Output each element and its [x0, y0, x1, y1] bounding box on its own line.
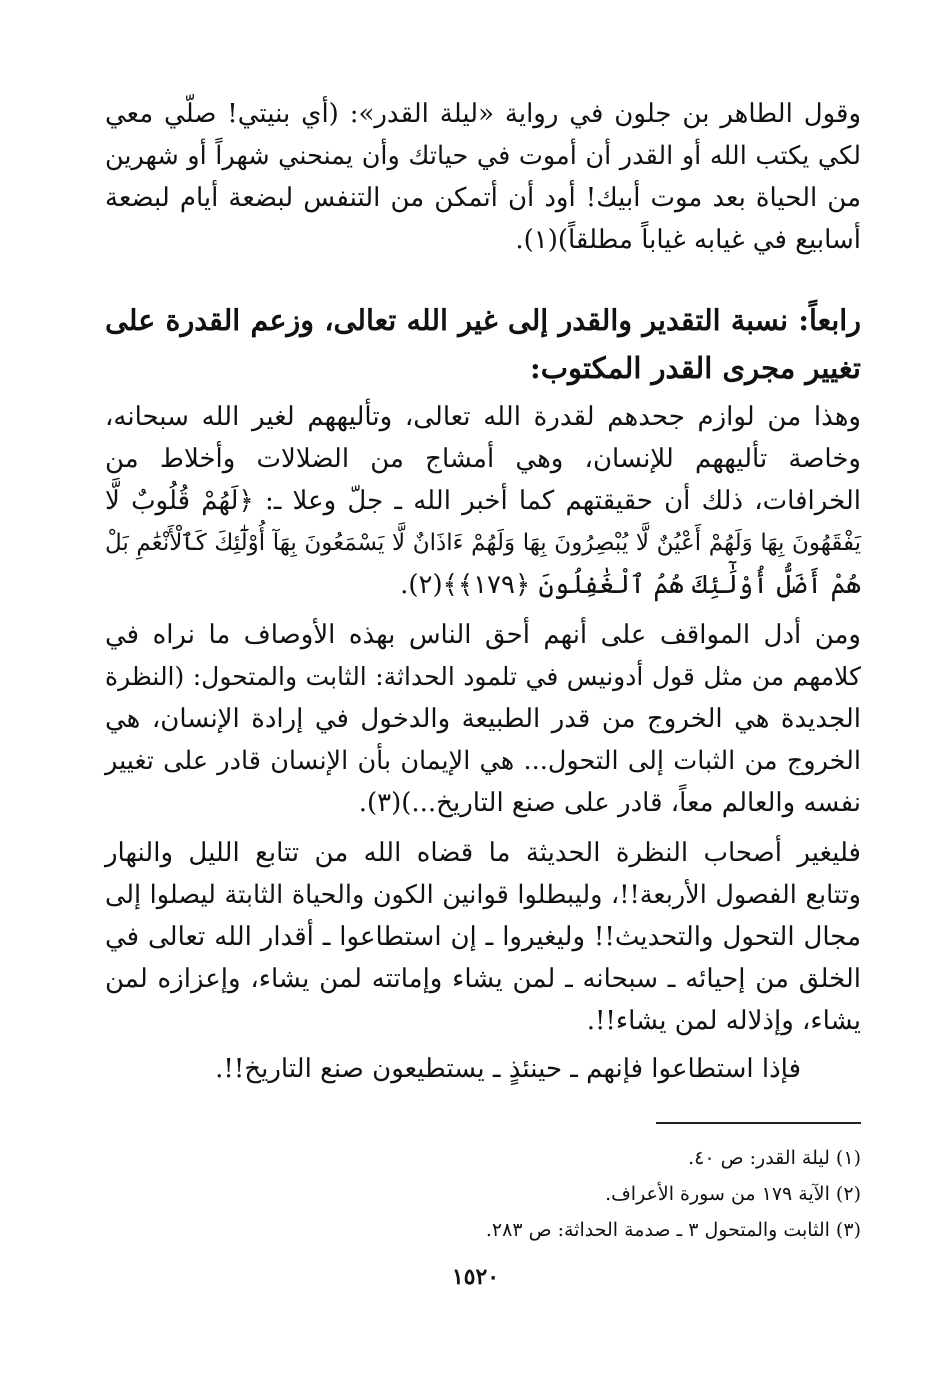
paragraph-challenge	[105, 832, 861, 1042]
text-line: لكي يكتب الله أو القدر أن أموت في حياتك وأن يمنحني شهراً أو شهرين	[105, 141, 861, 171]
text-line: من الحياة بعد موت أبيك! أود أن أتمكن من التنفس لبضعة أيام لبضعة	[105, 183, 861, 213]
text-line: مجال التحول والتحديث!! وليغيروا ـ إن استطاعوا ـ أقدار الله تعالى في	[105, 922, 861, 952]
text-line: الخرافات، ذلك أن حقيقتهم كما أخبر الله ـ جلّ وعلا ـ: ﴿لَهُمْ قُلُوبٌ لَّا	[105, 486, 861, 516]
text-line: يشاء، وإذلاله لمن يشاء!!.	[586, 1006, 861, 1036]
paragraph-quran-verse	[105, 396, 861, 606]
text-line: فإذا استطاعوا فإنهم ـ حينئذٍ ـ يستطيعون صنع التاريخ!!.	[215, 1054, 801, 1084]
footnote-2: (٢) الآية ١٧٩ من سورة الأعراف.	[605, 1183, 861, 1205]
footnote-separator	[656, 1122, 861, 1124]
text-line: الخلق من إحيائه ـ سبحانه ـ لمن يشاء وإماتته لمن يشاء، وإعزازه لمن	[105, 964, 861, 994]
heading-line: رابعاً: نسبة التقدير والقدر إلى غير الله تعالى، وزعم القدرة على	[105, 303, 861, 337]
paragraph-adonis	[105, 614, 861, 824]
text-line: كلامهم من مثل قول أدونيس في تلمود الحداثة: الثابت والمتحول: (النظرة	[105, 662, 861, 691]
heading-line: تغيير مجرى القدر المكتوب:	[529, 351, 861, 385]
text-line: وتتابع الفصول الأربعة!!، وليبطلوا قوانين الكون والحياة الثابتة ليصلوا إلى	[105, 880, 861, 910]
text-line: هُمْ أَضَلُّ أُوْلَٰٓئِكَ هُمُ ٱلْغَٰفِلُونَ ﴿١٧٩﴾﴾(٢).	[400, 570, 861, 600]
text-line: يَفْقَهُونَ بِهَا وَلَهُمْ أَعْيُنٌ لَّا يُبْصِرُونَ بِهَا وَلَهُمْ ءَاذَانٌ لَّا يَسْمَعُونَ بِهَآ أُوْلَٰٓئِكَ كَٱلْأَنْعَٰمِ بَلْ	[105, 530, 861, 556]
text-line: الجديدة هي الخروج من قدر الطبيعة والدخول في إرادة الإنسان، هي	[105, 704, 861, 734]
text-line: الخروج من الثبات إلى التحول... هي الإيمان بأن الإنسان قادر على تغيير	[105, 746, 861, 776]
paragraph-conclusion	[105, 1048, 861, 1090]
text-line: وقول الطاهر بن جلون في رواية «ليلة القدر»: (أي بنيتي! صلّي معي	[105, 99, 861, 129]
text-line: أسابيع في غيابه غياباً مطلقاً)(١).	[515, 225, 861, 255]
footnotes	[105, 1140, 861, 1248]
page-number: ١٥٢٠	[451, 1264, 500, 1290]
text-line: ومن أدل المواقف على أنهم أحق الناس بهذه الأوصاف ما نراه في	[105, 620, 861, 650]
section-heading	[105, 296, 861, 392]
text-line: نفسه والعالم معاً، قادر على صنع التاريخ...)(٣).	[358, 788, 861, 818]
footnote-1: (١) ليلة القدر: ص ٤٠.	[688, 1147, 861, 1169]
text-line: فليغير أصحاب النظرة الحديثة ما قضاه الله من تتابع الليل والنهار	[105, 838, 861, 868]
paragraph-tahar-ben-jelloun	[105, 93, 861, 261]
text-line: وهذا من لوازم جحدهم لقدرة الله تعالى، وتأليههم لغير الله سبحانه،	[105, 402, 861, 432]
text-line: وخاصة تأليههم للإنسان، وهي أمشاج من الضلالات وأخلاط من	[105, 444, 861, 474]
footnote-3: (٣) الثابت والمتحول ٣ ـ صدمة الحداثة: ص ٢٨٣.	[485, 1219, 861, 1241]
